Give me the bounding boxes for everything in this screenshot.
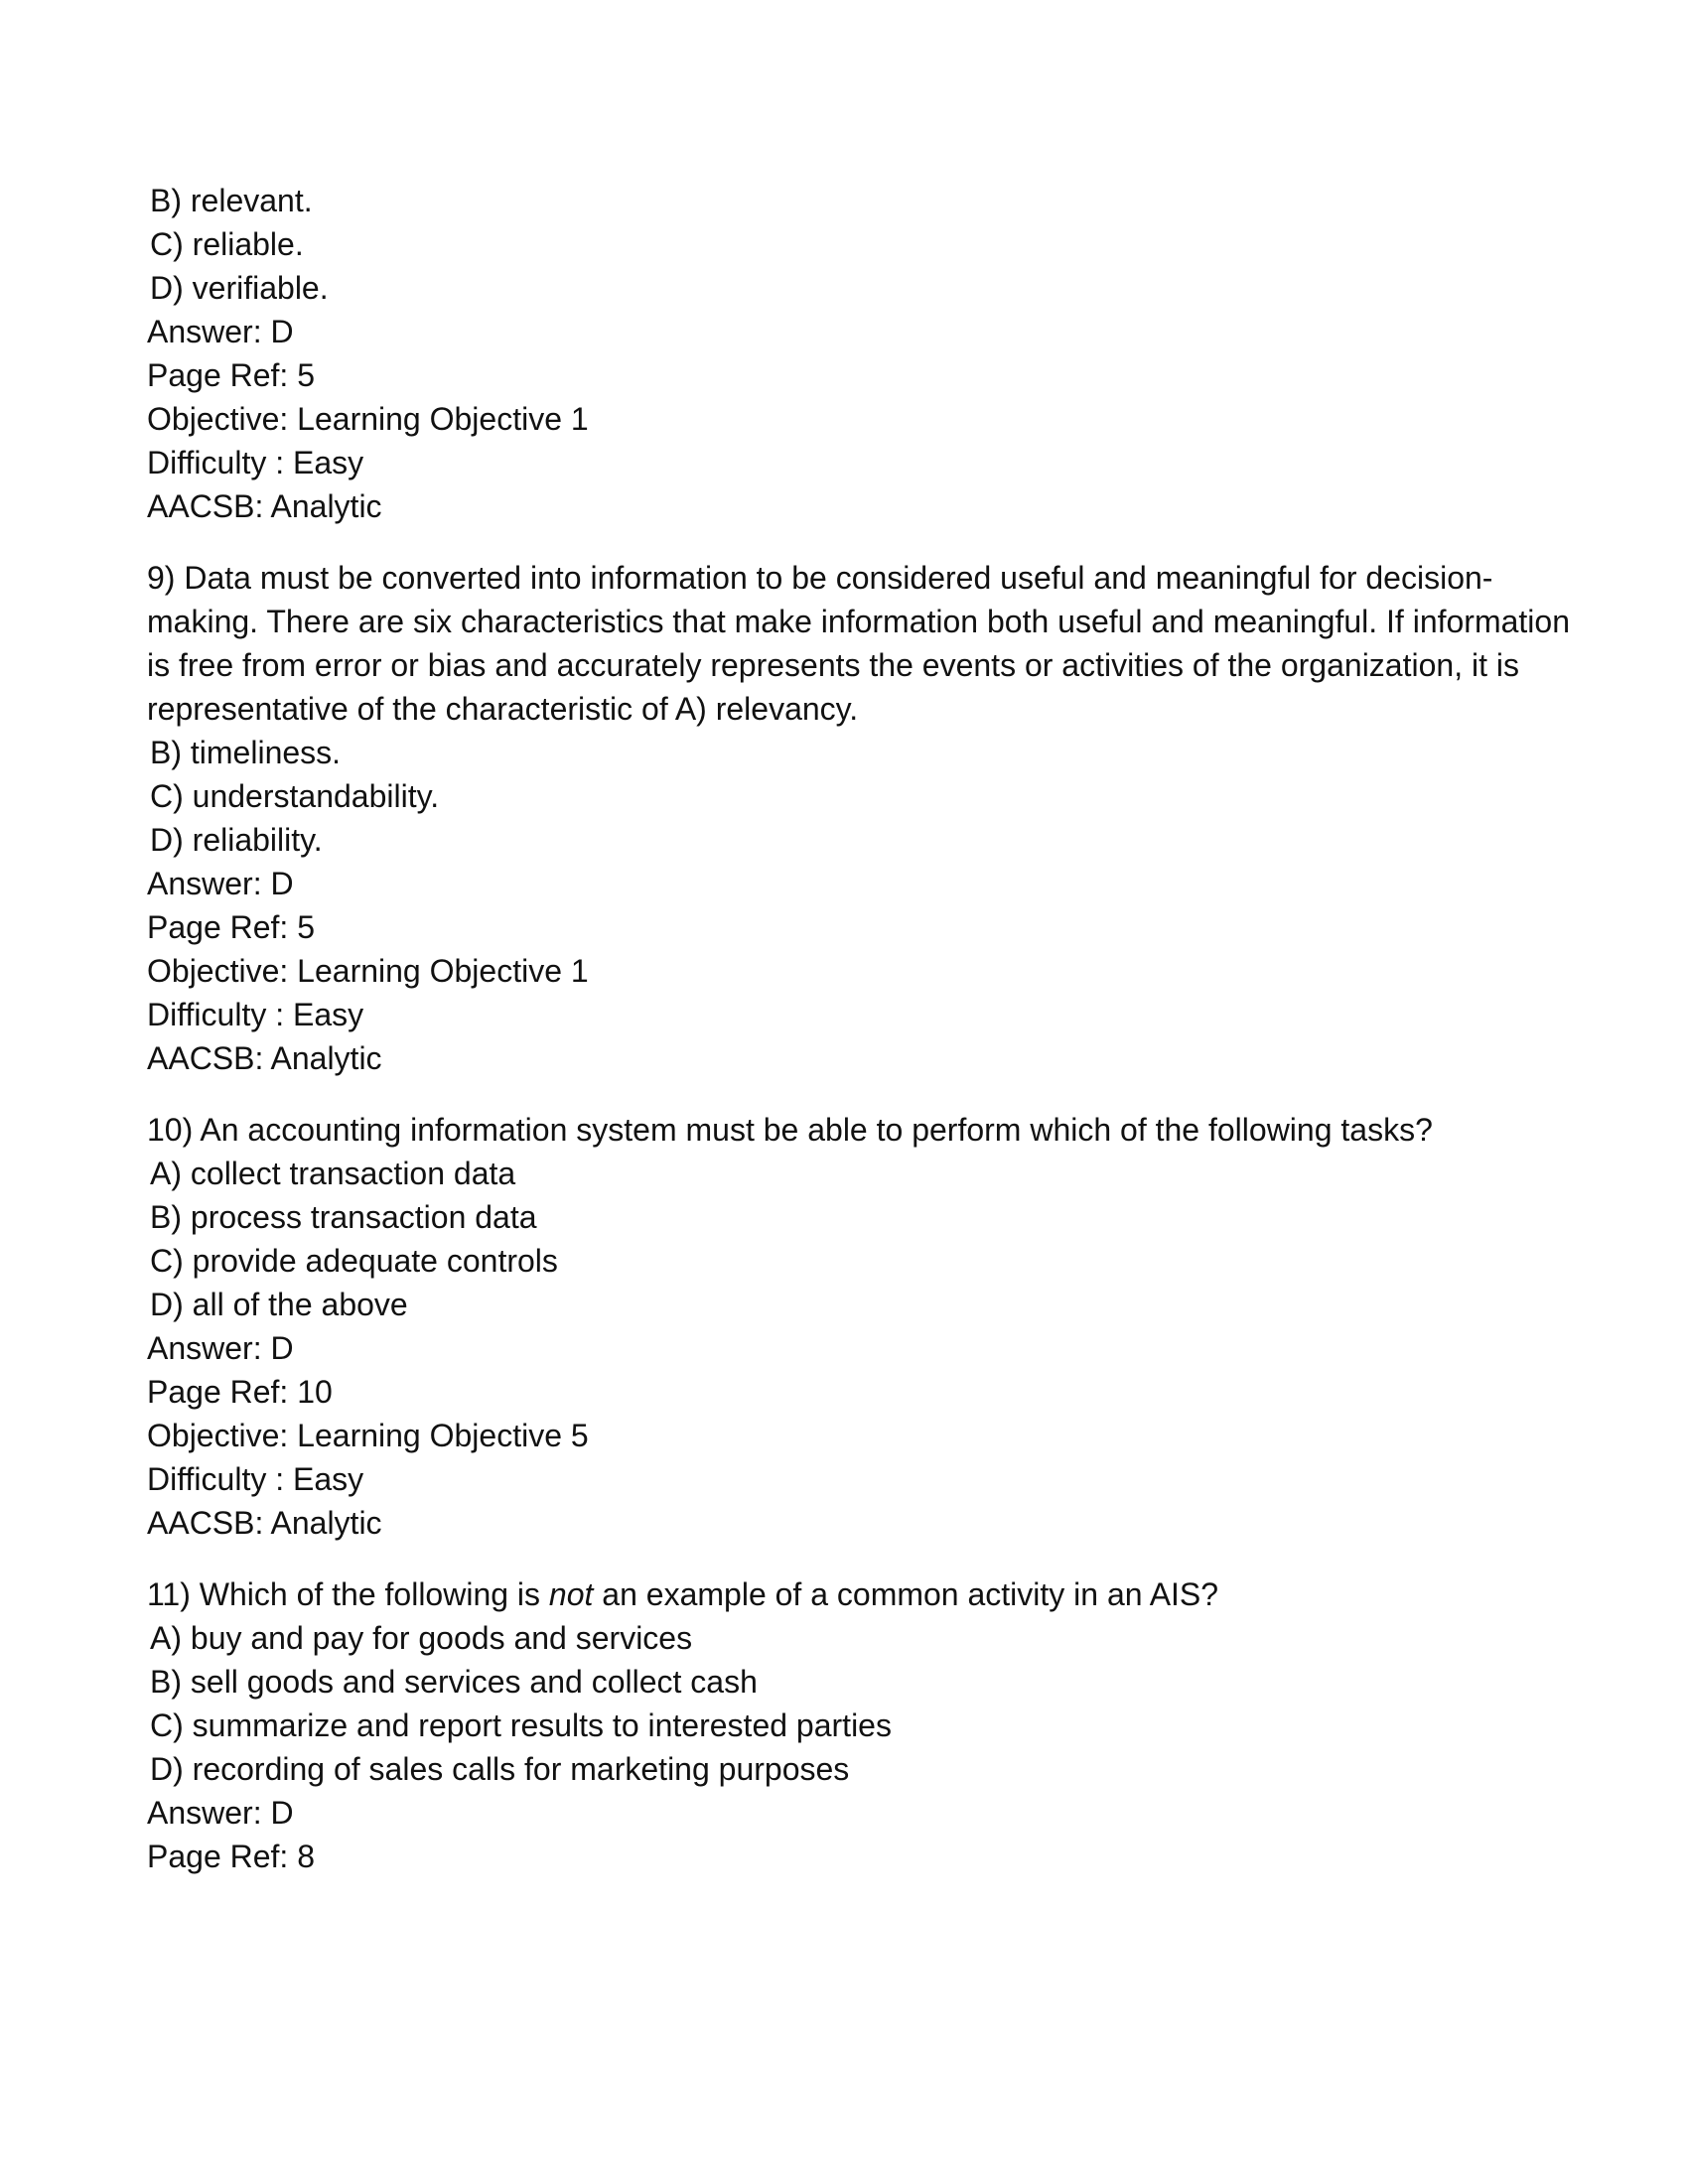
- option-c: C) summarize and report results to interested parties: [150, 1707, 892, 1743]
- objective: Objective: Learning Objective 1: [147, 401, 589, 437]
- option-b: B) timeliness.: [150, 735, 342, 770]
- answer: Answer: D: [147, 314, 294, 349]
- page-ref: Page Ref: 5: [147, 909, 315, 945]
- question-8-continuation: [147, 179, 1537, 528]
- question-line: making. There are six characteristics that make information both useful and meaningful. If information: [147, 604, 1570, 639]
- answer: Answer: D: [147, 1330, 294, 1366]
- difficulty: Difficulty : Easy: [147, 1461, 364, 1497]
- question-text: [147, 556, 1570, 731]
- answer: Answer: D: [147, 1795, 294, 1831]
- option-d: D) all of the above: [150, 1287, 408, 1322]
- page-ref: Page Ref: 5: [147, 357, 315, 393]
- option-c: C) reliable.: [150, 226, 304, 262]
- difficulty: Difficulty : Easy: [147, 445, 364, 480]
- difficulty: Difficulty : Easy: [147, 997, 364, 1032]
- question-line: is free from error or bias and accurately represents the events or activities of the organization, it is: [147, 647, 1519, 683]
- document-page: [147, 179, 1570, 1878]
- answer: Answer: D: [147, 866, 294, 901]
- question-text-start: 11) Which of the following is: [147, 1576, 549, 1612]
- aacsb: AACSB: Analytic: [147, 1040, 382, 1076]
- aacsb: AACSB: Analytic: [147, 488, 382, 524]
- question-text: 10) An accounting information system must be able to perform which of the following tasks?: [147, 1112, 1433, 1148]
- option-d: D) recording of sales calls for marketing purposes: [150, 1751, 850, 1787]
- option-b: B) relevant.: [150, 183, 313, 218]
- objective: Objective: Learning Objective 1: [147, 953, 589, 989]
- question-9: [147, 556, 1570, 1080]
- option-d: D) reliability.: [150, 822, 323, 858]
- option-a: A) collect transaction data: [150, 1156, 516, 1191]
- question-10: [147, 1108, 1537, 1545]
- question-text-end: an example of a common activity in an AIS?: [593, 1576, 1219, 1612]
- option-c: C) provide adequate controls: [150, 1243, 558, 1279]
- aacsb: AACSB: Analytic: [147, 1505, 382, 1541]
- question-line: representative of the characteristic of A) relevancy.: [147, 691, 859, 727]
- page-ref: Page Ref: 8: [147, 1839, 315, 1874]
- question-text-emphasis: not: [548, 1576, 594, 1612]
- page-ref: Page Ref: 10: [147, 1374, 333, 1410]
- option-a: A) buy and pay for goods and services: [150, 1620, 693, 1656]
- option-b: B) process transaction data: [150, 1199, 537, 1235]
- question-text: [147, 1572, 1537, 1616]
- option-c: C) understandability.: [150, 778, 440, 814]
- question-11: [147, 1572, 1537, 1878]
- question-line: 9) Data must be converted into information to be considered useful and meaningful for decision-: [147, 560, 1493, 596]
- objective: Objective: Learning Objective 5: [147, 1418, 589, 1453]
- option-b: B) sell goods and services and collect cash: [150, 1664, 758, 1700]
- option-d: D) verifiable.: [150, 270, 329, 306]
